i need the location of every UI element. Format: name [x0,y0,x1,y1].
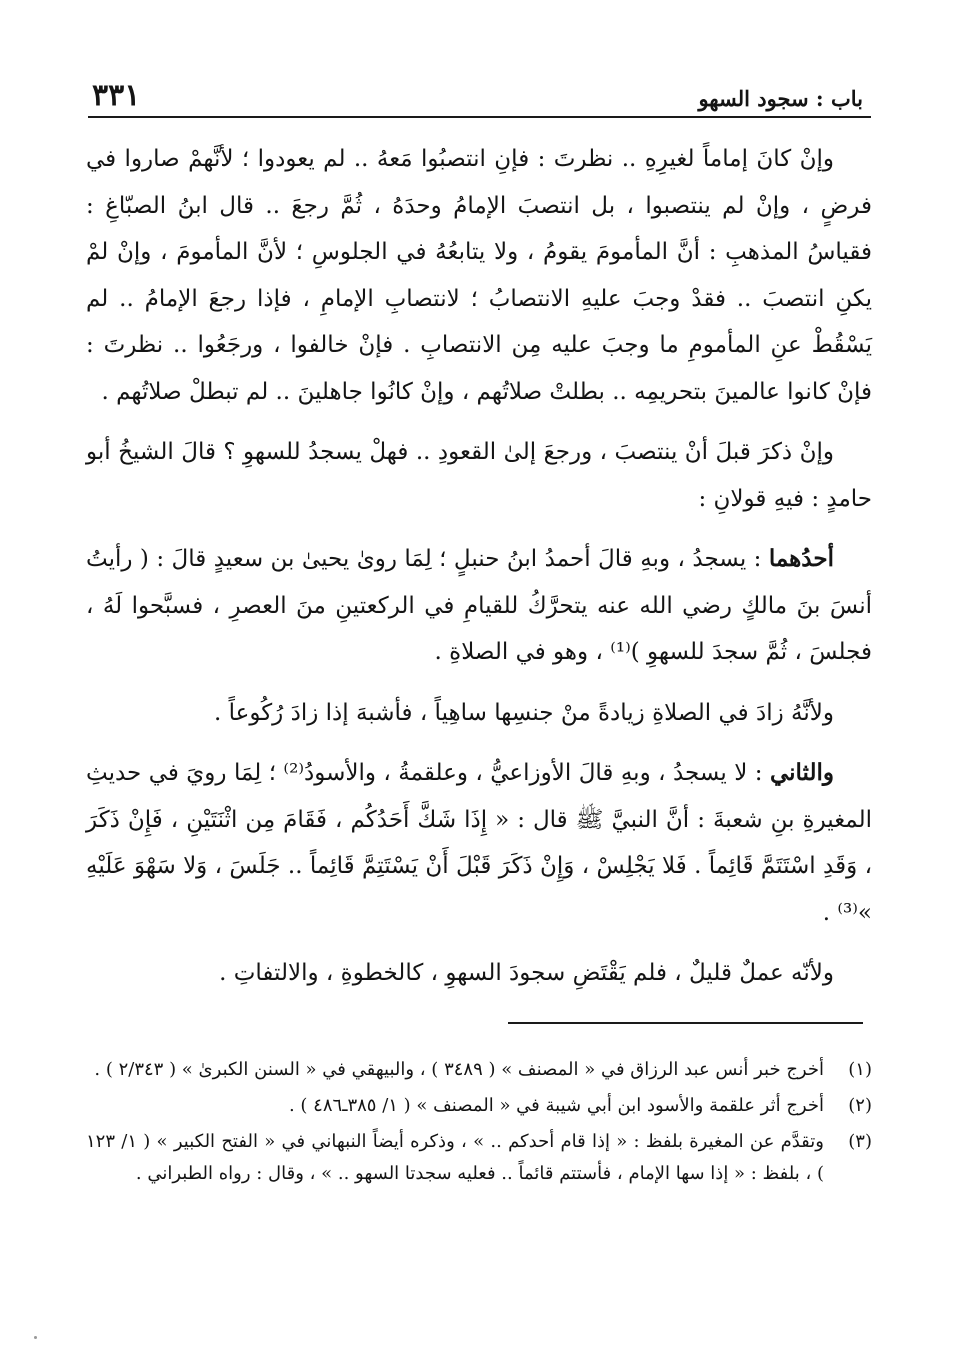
chapter-title: باب : سجود السهو [698,86,863,111]
footnote [86,1090,872,1122]
footnote-number: (٢) [848,1095,872,1116]
footnote [86,1126,872,1190]
paragraph: وإنْ كانَ إماماً لغيرِهِ .. نظرتَ : فإنِ انتصبُوا مَعهُ .. لم يعودوا ؛ لأنَّهمْ صاروا في فرضٍ ، وإنْ لم ينتصبوا ، بل انتصبَ الإمامُ وحدَهُ ، ثُمَّ رجعَ .. قال ابنُ الصبّاغِ : فقياسُ المذهبِ : أنَّ المأمومَ يقومُ ، ولا يتابعُهُ في الجلوسِ ؛ لأنَّ المأمومَ ، وإنْ لمْ يكنِ انتصبَ .. فقدْ وجبَ عليهِ الانتصابُ ؛ لانتصابِ الإمامِ ، فإذا رجعَ الإمامُ .. لم يَسْقُطْ عنِ المأمومِ ما وجبَ عليه مِن الانتصابِ . فإنْ خالفوا ، ورجَعُوا .. نظرتَ : فإنْ كانوا عالمينَ بتحريمِه .. بطلتْ صلاتُهم ، وإنْ كانُوا جاهلينَ .. لم تبطلْ صلاتُهم . [86,146,872,405]
footnotes [86,1054,872,1194]
footnote-text: أخرج خبر أنس عبد الرزاق في « المصنف » ( ٣٤٨٩ ) ، والبيهقي في « السنن الكبرىٰ » ( ٢/٣٤٣ ) . [94,1059,824,1080]
footnote-text: أخرج أثر علقمة والأسود ابن أبي شيبة في « المصنف » ( ١/ ٣٨٥ـ٤٨٦ ) . [288,1095,824,1116]
main-text [86,136,872,1011]
paragraph-body: : يسجدُ ، وبهِ قالَ أحمدُ ابنُ حنبلٍ ؛ لِمَا روىٰ يحيىٰ بن سعيدٍ قالَ : ( رأيتُ أنسَ بنَ مالكٍ رضي الله عنه يتحرَّكُ للقيامِ في الركعتينِ منَ العصرِ ، فسبَّحوا لَهُ ، فجلسَ ، ثُمَّ سجدَ للسهوِ )⁽¹⁾ ، وهو في الصلاةِ . [86,546,872,665]
footnote-number: (٣) [848,1131,872,1152]
footnote-text: وتقدَّم عن المغيرة بلفظ : « إذا قام أحدكم .. » ، وذكره أيضاً النبهاني في « الفتح الكبير » ( ١/ ١٢٣ ) ، بلفظ : « إذا سها الإمام ، فأستتم قائماً .. فعليه سجدتا السهو .. » ، وقال : رواه الطبراني . [86,1131,824,1184]
paragraph-lead: أحدُهما [768,545,834,572]
paragraph [86,536,872,676]
scan-speck [34,1336,37,1339]
page-number: ٣٣١ [92,78,141,113]
paragraph: ولأنّه عملٌ قليلٌ ، فلم يَقْتَضِ سجودَ السهوِ ، كالخطوةِ ، والالتفاتِ . [219,960,834,986]
footnote-number: (١) [848,1059,872,1080]
paragraph [86,750,872,936]
paragraph-body: : لا يسجدُ ، وبهِ قالَ الأوزاعيُّ ، وعلقمةُ ، والأسودُ⁽²⁾ ؛ لِمَا رويَ في حديثِ المغيرةِ بنِ شعبةَ : أنَّ النبيَّ ﷺ قال : « إِذَا شَكَّ أَحَدُكُم ، فَقَامَ مِن اثْنَتَيْنِ ، فَإِنْ ذَكَرَ ، وَقَدِ اسْتَتَمَّ قَائِماً . فَلا يَجْلِسْ ، وَإِنْ ذَكَرَ قَبْلَ أَنْ يَسْتَتِمَّ قَائِماً .. جَلَسَ ، وَلا سَهْوَ عَلَيْهِ »⁽³⁾ . [86,760,872,926]
paragraph-lead: والثاني [769,759,834,786]
footnote-divider [508,1022,863,1024]
paragraph: وإنْ ذكرَ قبلَ أنْ ينتصبَ ، ورجعَ إلىٰ القعودِ .. فهلْ يسجدُ للسهوِ ؟ قالَ الشيخُ أبو حامدٍ : فيهِ قولانِ : [86,439,872,512]
footnote [86,1054,872,1086]
paragraph: ولأنَّهُ زادَ في الصلاةِ زيادةً منْ جنسِها ساهِياً ، فأشبهَ إذا زادَ رُكُوعاً . [213,699,834,726]
running-header [88,78,871,118]
